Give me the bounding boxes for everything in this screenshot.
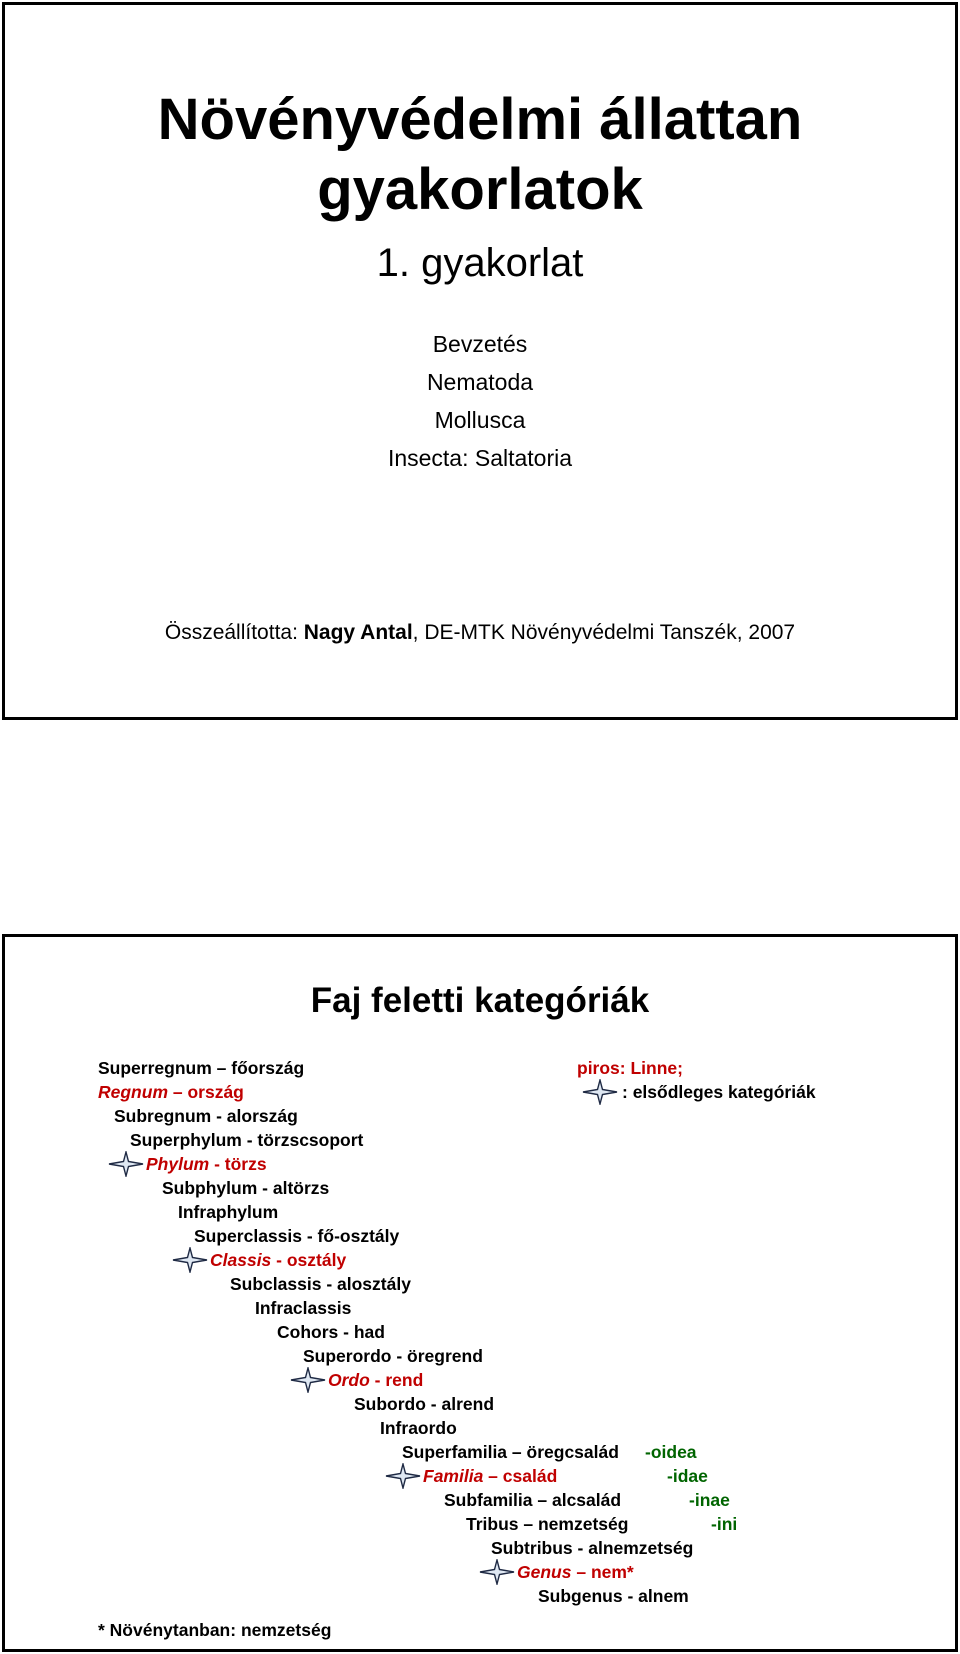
category-separator: - [391, 1346, 408, 1366]
category-row [517, 1561, 634, 1583]
category-row [491, 1537, 693, 1559]
category-hungarian: alnemzetség [588, 1538, 694, 1558]
topic-item: Insecta: Saltatoria [387, 445, 573, 471]
category-row [328, 1369, 423, 1391]
category-hungarian: öregrend [407, 1346, 483, 1366]
title-line-1: Növényvédelmi állattan [157, 87, 803, 152]
primary-category-star-icon [290, 1367, 326, 1393]
category-latin: Familia [423, 1466, 484, 1486]
category-latin: Classis [210, 1250, 272, 1270]
category-latin: Phylum [146, 1154, 210, 1174]
category-row [146, 1153, 267, 1175]
category-row [423, 1465, 557, 1487]
category-latin: Regnum [98, 1082, 168, 1102]
category-latin: Subphylum [162, 1178, 258, 1198]
categories-slide [2, 934, 958, 1652]
category-latin: Genus [517, 1562, 572, 1582]
category-latin: Superfamilia [402, 1442, 508, 1462]
category-row [130, 1129, 363, 1151]
category-hungarian: alosztály [337, 1274, 411, 1294]
category-separator: – [211, 1058, 232, 1078]
category-separator: - [338, 1322, 354, 1342]
category-hungarian: nem* [590, 1562, 634, 1582]
category-latin: Subtribus [491, 1538, 573, 1558]
category-separator: – [483, 1466, 503, 1486]
category-hungarian: altörzs [272, 1178, 330, 1198]
category-separator: - [257, 1178, 273, 1198]
primary-category-star-icon [172, 1247, 208, 1273]
category-row [162, 1177, 329, 1199]
category-separator: - [241, 1130, 258, 1150]
subtitle: 1. gyakorlat [376, 241, 584, 285]
category-separator: - [211, 1106, 227, 1126]
category-hungarian: fő-osztály [317, 1226, 400, 1246]
category-row [354, 1393, 494, 1415]
category-separator: – [518, 1514, 538, 1534]
category-hungarian: alnem [638, 1586, 689, 1606]
category-hungarian: öregcsalád [526, 1442, 619, 1462]
category-hungarian: had [353, 1322, 385, 1342]
primary-category-star-icon [108, 1151, 144, 1177]
category-row [538, 1585, 689, 1607]
category-hungarian: alrend [441, 1394, 495, 1414]
legend-star-note: : elsődleges kategóriák [622, 1082, 816, 1102]
category-separator: - [301, 1226, 318, 1246]
category-separator: - [321, 1274, 338, 1294]
category-row [444, 1489, 621, 1511]
category-latin: Ordo [328, 1370, 370, 1390]
category-separator: – [507, 1442, 527, 1462]
suffix-label: -idae [667, 1466, 708, 1486]
category-latin: Subgenus [538, 1586, 623, 1606]
legend-red-note: piros: Linne; [577, 1058, 683, 1078]
category-latin: Superregnum [98, 1058, 212, 1078]
suffix-label: -oidea [645, 1442, 697, 1462]
category-row [230, 1273, 411, 1295]
category-separator: - [271, 1250, 287, 1270]
category-latin: Infraphylum [178, 1202, 279, 1222]
category-separator: - [572, 1538, 589, 1558]
category-row [466, 1513, 628, 1535]
credit-suffix: , DE-MTK Növényvédelmi Tanszék, 2007 [412, 621, 796, 644]
category-hungarian: főország [231, 1058, 305, 1078]
category-hungarian: ország [187, 1082, 244, 1102]
category-latin: Subfamilia [444, 1490, 533, 1510]
primary-category-star-icon [385, 1463, 421, 1489]
category-row [98, 1081, 244, 1103]
category-latin: Infraordo [380, 1418, 457, 1438]
category-row [194, 1225, 399, 1247]
credit-prefix: Összeállította: [164, 621, 304, 644]
category-latin: Subclassis [230, 1274, 322, 1294]
category-separator: – [168, 1082, 188, 1102]
category-row [380, 1417, 457, 1439]
category-hungarian: törzscsoport [257, 1130, 364, 1150]
legend-star-icon [582, 1079, 618, 1105]
category-hungarian: alcsalád [551, 1490, 622, 1510]
category-row [98, 1057, 304, 1079]
title-line-2: gyakorlatok [317, 157, 643, 222]
category-hungarian: alország [226, 1106, 298, 1126]
credit-line [5, 621, 955, 645]
category-latin: Superclassis [194, 1226, 302, 1246]
slide-title: Faj feletti kategóriák [310, 981, 650, 1020]
category-latin: Superphylum [130, 1130, 242, 1150]
category-separator: – [571, 1562, 591, 1582]
category-row [178, 1201, 278, 1223]
category-hungarian: család [502, 1466, 558, 1486]
category-row [402, 1441, 619, 1463]
category-hungarian: nemzetség [537, 1514, 629, 1534]
category-latin: Cohors [277, 1322, 339, 1342]
category-hungarian: törzs [224, 1154, 267, 1174]
category-separator: - [622, 1586, 639, 1606]
suffix-label: -inae [689, 1490, 730, 1510]
category-separator: - [209, 1154, 225, 1174]
category-row [303, 1345, 483, 1367]
category-separator: – [532, 1490, 552, 1510]
suffix-label: -ini [711, 1514, 738, 1534]
category-row [255, 1297, 351, 1319]
category-separator: - [369, 1370, 386, 1390]
category-latin: Superordo [303, 1346, 392, 1366]
footnote: * Növénytanban: nemzetség [98, 1620, 332, 1640]
title-slide [2, 2, 958, 720]
category-latin: Subregnum [114, 1106, 212, 1126]
primary-category-star-icon [479, 1559, 515, 1585]
category-latin: Tribus [466, 1514, 519, 1534]
category-separator: - [425, 1394, 442, 1414]
category-hungarian: osztály [286, 1250, 347, 1270]
category-latin: Subordo [354, 1394, 426, 1414]
topic-item: Bevzetés [432, 331, 528, 357]
category-latin: Infraclassis [255, 1298, 352, 1318]
category-row [277, 1321, 385, 1343]
category-row [210, 1249, 346, 1271]
category-row [114, 1105, 298, 1127]
topic-item: Mollusca [434, 407, 526, 433]
credit-author: Nagy Antal [303, 621, 413, 644]
category-hungarian: rend [385, 1370, 424, 1390]
topic-item: Nematoda [426, 369, 534, 395]
